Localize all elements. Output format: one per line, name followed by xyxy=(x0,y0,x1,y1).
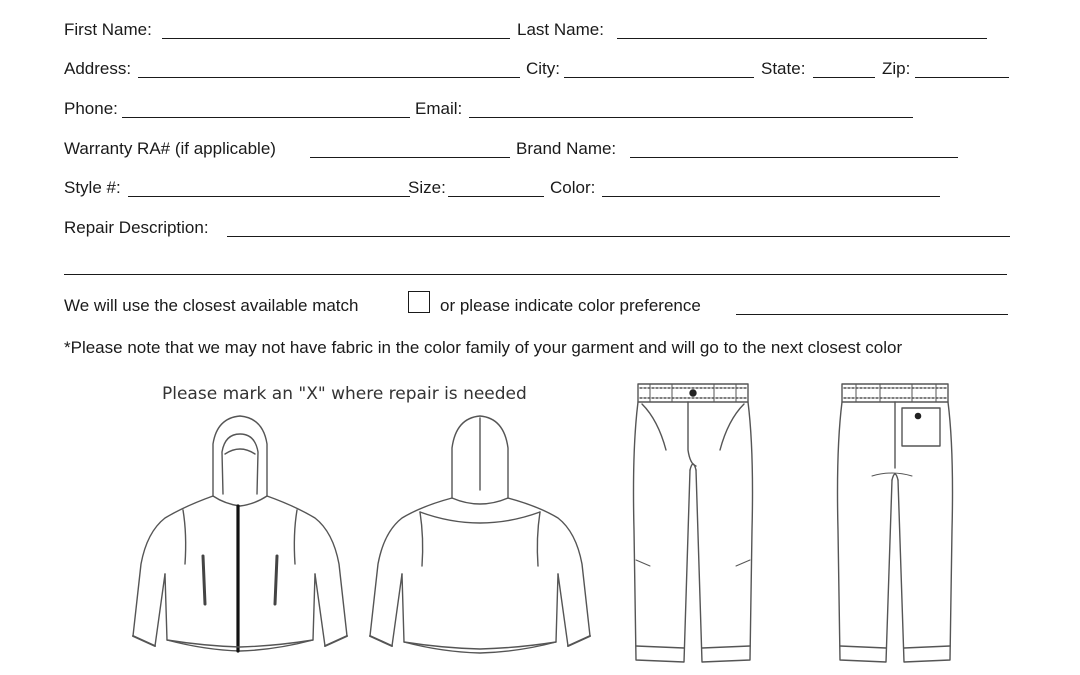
color-preference-input[interactable] xyxy=(736,314,1008,315)
warranty-field xyxy=(64,138,514,160)
pants-back-icon[interactable] xyxy=(832,380,962,665)
email-field xyxy=(415,98,917,120)
style-input[interactable] xyxy=(128,196,410,197)
jacket-back-icon[interactable] xyxy=(360,414,600,659)
warranty-label: Warranty RA# (if applicable) xyxy=(64,139,276,158)
color-label: Color: xyxy=(550,178,596,197)
email-input[interactable] xyxy=(469,117,913,118)
jacket-front-icon[interactable] xyxy=(125,414,365,659)
repair-description-field xyxy=(64,217,1014,239)
color-note: *Please note that we may not have fabric in the color family of your garment and will go to the next closest color xyxy=(64,338,903,357)
diagram-caption: Please mark an "X" where repair is needed xyxy=(162,384,527,404)
size-label: Size: xyxy=(408,178,446,197)
first-name-input[interactable] xyxy=(162,38,510,39)
repair-description-label: Repair Description: xyxy=(64,218,209,237)
city-input[interactable] xyxy=(564,77,754,78)
size-field xyxy=(408,177,548,199)
phone-field xyxy=(64,98,414,120)
brand-label: Brand Name: xyxy=(516,139,617,158)
zip-label: Zip: xyxy=(882,59,911,78)
repair-description-line-2[interactable] xyxy=(64,274,1007,275)
address-input[interactable] xyxy=(138,77,520,78)
address-field xyxy=(64,58,524,80)
zip-input[interactable] xyxy=(915,77,1009,78)
color-field xyxy=(550,177,944,199)
city-field xyxy=(526,58,758,80)
brand-input[interactable] xyxy=(630,157,958,158)
first-name-label: First Name: xyxy=(64,20,152,39)
state-field xyxy=(761,58,879,80)
repair-description-input[interactable] xyxy=(227,236,1010,237)
color-preference-field xyxy=(440,295,1012,317)
style-label: Style #: xyxy=(64,178,121,197)
state-input[interactable] xyxy=(813,77,875,78)
city-label: City: xyxy=(526,59,560,78)
last-name-label: Last Name: xyxy=(517,20,604,39)
zip-field xyxy=(882,58,1012,80)
closest-match-text: We will use the closest available match xyxy=(64,296,359,315)
address-label: Address: xyxy=(64,59,132,78)
pants-front-icon[interactable] xyxy=(628,380,758,665)
phone-label: Phone: xyxy=(64,99,118,118)
state-label: State: xyxy=(761,59,806,78)
color-preference-label: or please indicate color preference xyxy=(440,296,701,315)
email-label: Email: xyxy=(415,99,463,118)
color-input[interactable] xyxy=(602,196,940,197)
warranty-input[interactable] xyxy=(310,157,510,158)
style-field xyxy=(64,177,410,199)
brand-field xyxy=(516,138,962,160)
first-name-field xyxy=(64,19,514,41)
last-name-field xyxy=(517,19,992,41)
last-name-input[interactable] xyxy=(617,38,987,39)
size-input[interactable] xyxy=(448,196,544,197)
phone-input[interactable] xyxy=(122,117,410,118)
closest-match-checkbox[interactable] xyxy=(408,291,430,313)
